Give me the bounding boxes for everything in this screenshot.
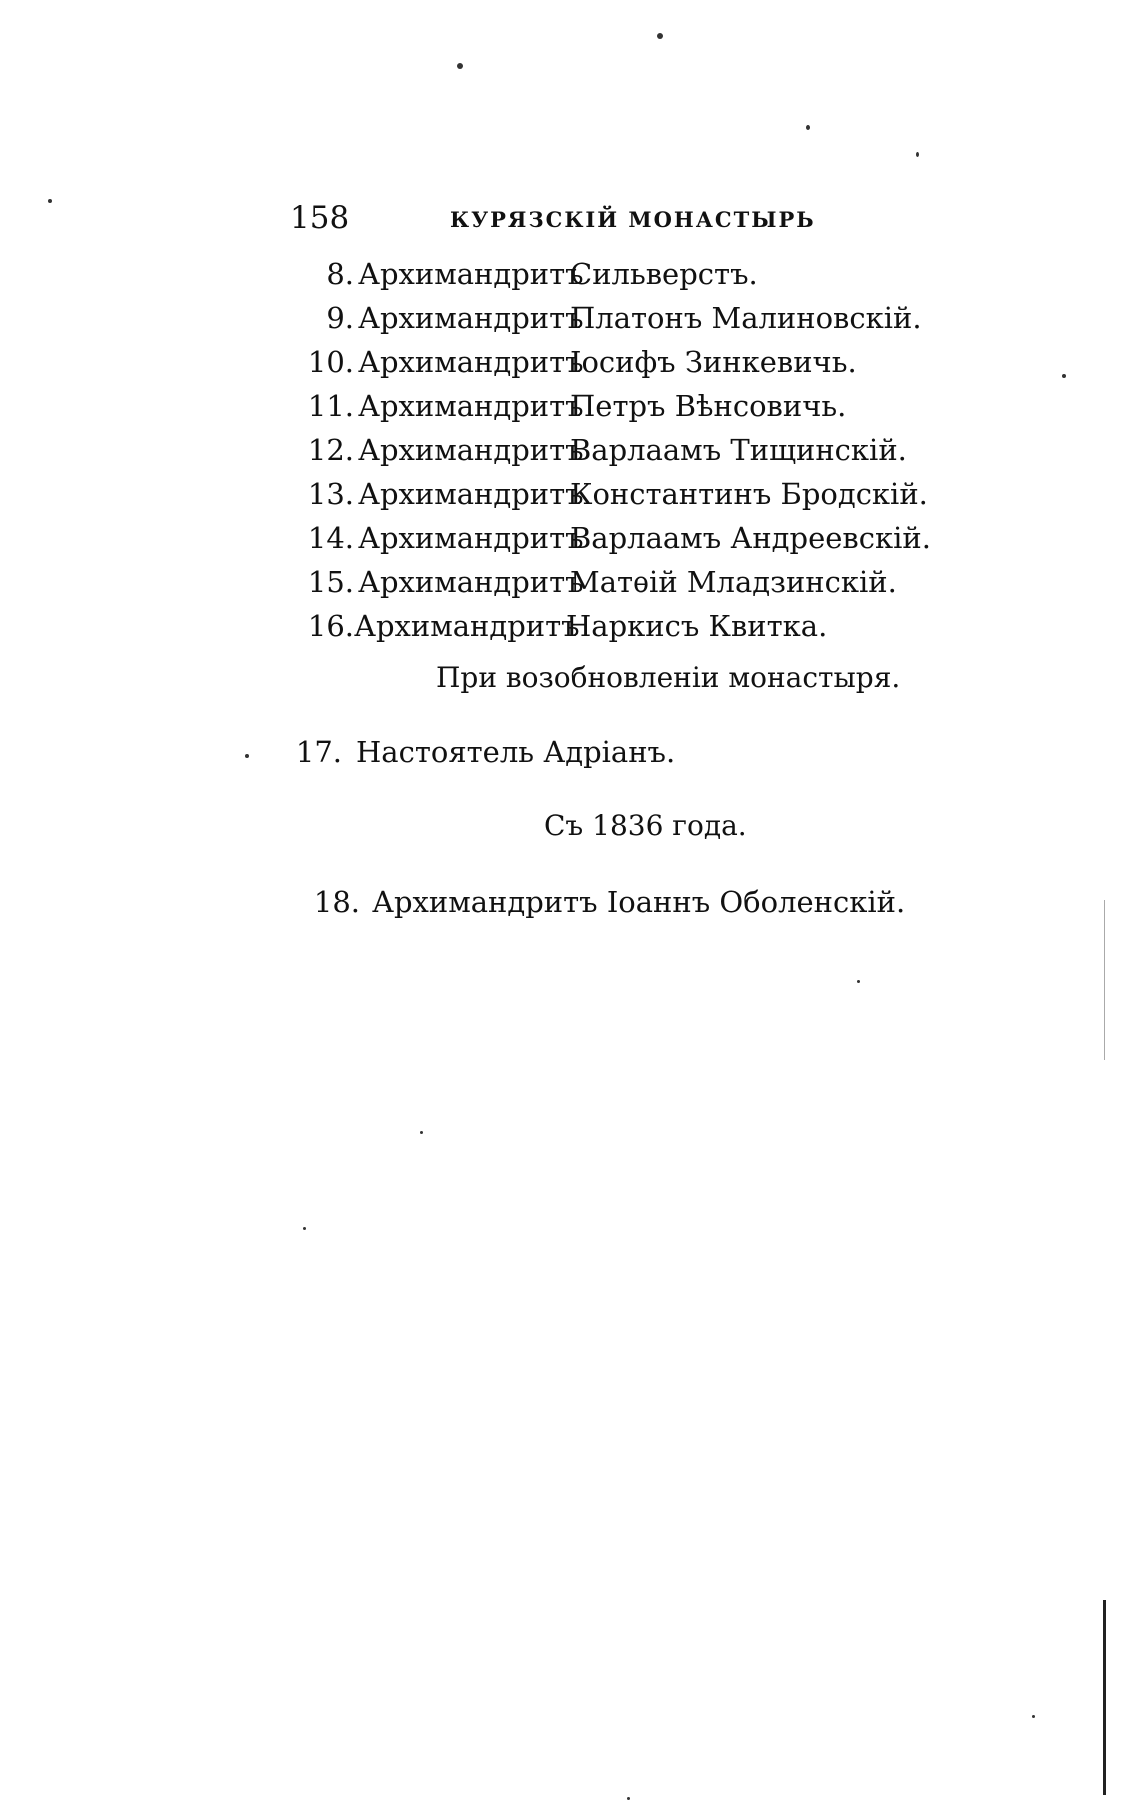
entry-number: 16. xyxy=(307,609,354,643)
entry-name: Іосифъ Зинкевичь. xyxy=(570,345,857,379)
scan-speck xyxy=(1032,1715,1035,1718)
entry-title: Архимандритъ xyxy=(354,609,580,643)
entry-title: Архимандритъ xyxy=(358,565,584,599)
entry-number: 17. xyxy=(295,735,342,769)
entry-name: Наркисъ Квитка. xyxy=(566,609,828,643)
entry-name: Платонъ Малиновскій. xyxy=(570,301,922,335)
entry-name: Константинъ Бродскій. xyxy=(570,477,928,511)
section-heading: Съ 1836 года. xyxy=(544,809,747,842)
entry-number: 14. xyxy=(307,521,354,555)
scan-speck xyxy=(303,1227,306,1230)
scan-speck xyxy=(48,199,52,203)
section-heading: При возобновленіи монастыря. xyxy=(436,661,901,694)
list-item xyxy=(0,472,1140,516)
entry-name: Петръ Вѣнсовичь. xyxy=(570,389,847,423)
scan-speck xyxy=(1062,374,1066,378)
scan-speck xyxy=(245,754,249,758)
entry-title: Архимандритъ xyxy=(358,521,584,555)
list-item xyxy=(0,560,1140,604)
list-item xyxy=(0,516,1140,560)
list-item xyxy=(0,604,1140,648)
entry-number: 9. xyxy=(326,301,354,335)
entry-number: 15. xyxy=(307,565,354,599)
entry-title: Архимандритъ xyxy=(358,433,584,467)
list-item xyxy=(0,428,1140,472)
entry-name: Варлаамъ Тищинскій. xyxy=(570,433,907,467)
list-item xyxy=(0,730,1140,774)
page-edge-line xyxy=(1104,900,1105,1060)
list-item xyxy=(0,880,1140,924)
entry-text: Настоятель Адріанъ. xyxy=(356,735,676,769)
entry-title: Архимандритъ xyxy=(358,477,584,511)
entry-number: 13. xyxy=(307,477,354,511)
entry-number: 11. xyxy=(307,389,354,423)
list-item xyxy=(0,384,1140,428)
entry-number: 8. xyxy=(326,257,354,291)
scan-speck xyxy=(916,152,919,157)
scan-speck xyxy=(806,125,810,130)
scan-speck xyxy=(457,63,463,69)
entry-title: Архимандритъ xyxy=(358,257,584,291)
list-item xyxy=(0,340,1140,384)
entry-text: Архимандритъ Іоаннъ Оболенскій. xyxy=(372,885,906,919)
entry-number: 10. xyxy=(307,345,354,379)
page-number: 158 xyxy=(290,200,350,236)
entry-title: Архимандритъ xyxy=(358,301,584,335)
page-header xyxy=(290,196,830,240)
entry-number: 12. xyxy=(307,433,354,467)
entry-title: Архимандритъ xyxy=(358,389,584,423)
entry-name: Сильверстъ. xyxy=(570,257,758,291)
scan-speck xyxy=(627,1797,630,1800)
entry-number: 18. xyxy=(313,885,360,919)
entry-name: Матѳій Младзинскій. xyxy=(570,565,897,599)
running-head: КУРЯЗСКІЙ МОНАСТЫРЬ xyxy=(450,207,816,232)
scan-speck xyxy=(657,33,663,39)
entry-title: Архимандритъ xyxy=(358,345,584,379)
page-edge-line xyxy=(1103,1600,1106,1795)
list-item xyxy=(0,296,1140,340)
scan-speck xyxy=(420,1131,423,1134)
entry-name: Варлаамъ Андреевскій. xyxy=(570,521,931,555)
scan-speck xyxy=(857,980,860,983)
list-item xyxy=(0,252,1140,296)
